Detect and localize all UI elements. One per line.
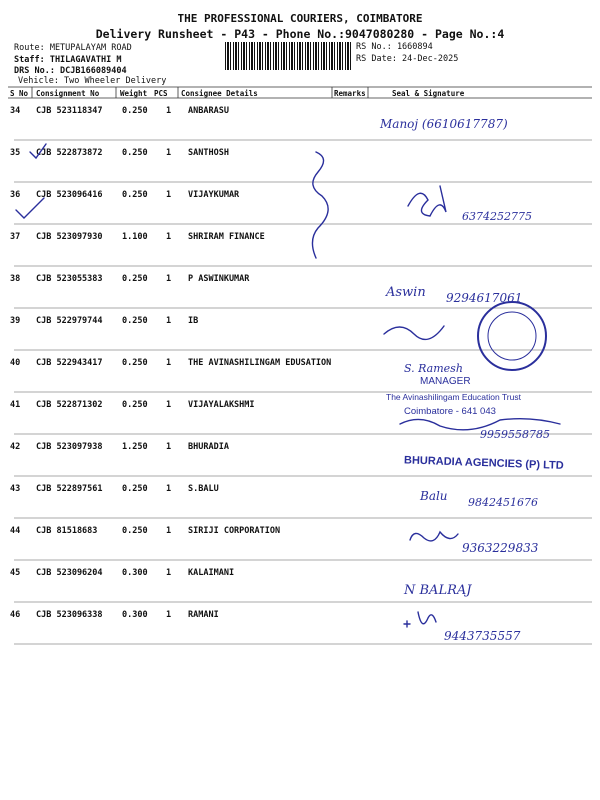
row-consignment-no: CJB 523097930 (36, 232, 103, 242)
company-title: THE PROFESSIONAL COURIERS, COIMBATORE (177, 12, 423, 25)
row-consignment-no: CJB 523096416 (36, 190, 103, 200)
row-consignment-no: CJB 523055383 (36, 274, 103, 284)
table-row (0, 350, 600, 392)
row-weight: 0.250 (122, 484, 148, 494)
row-consignee: THE AVINASHILINGAM EDUSATION (188, 358, 332, 368)
row-pcs: 1 (166, 148, 172, 158)
table-row (0, 98, 600, 140)
row-consignee: S.BALU (188, 484, 219, 494)
stamp-trust-line1: The Avinashilingam Education Trust (386, 392, 521, 402)
sig-43-name: Balu (420, 489, 448, 503)
row-consignee: ANBARASU (188, 106, 229, 116)
row-pcs: 1 (166, 568, 172, 578)
col-weight: Weight (120, 89, 148, 98)
sig-45: N BALRAJ (404, 583, 472, 598)
row-weight: 0.250 (122, 274, 148, 284)
row-consignment-no: CJB 522897561 (36, 484, 103, 494)
table-row (0, 518, 600, 560)
row-pcs: 1 (166, 400, 172, 410)
stamp-bhuradia: BHURADIA AGENCIES (P) LTD (403, 454, 564, 472)
row-pcs: 1 (166, 442, 172, 452)
row-consignment-no: CJB 522943417 (36, 358, 103, 368)
staff-label: Staff: THILAGAVATHI M (14, 55, 122, 65)
row-sno: 44 (10, 526, 21, 536)
row-pcs: 1 (166, 274, 172, 284)
row-weight: 0.250 (122, 316, 148, 326)
col-sno: S No (10, 89, 29, 98)
row-pcs: 1 (166, 484, 172, 494)
drs-label: DRS No.: DCJB166089404 (14, 66, 127, 76)
row-consignee: P ASWINKUMAR (188, 274, 250, 284)
row-sno: 43 (10, 484, 21, 494)
row-consignee: VIJAYKUMAR (188, 190, 240, 200)
row-weight: 0.250 (122, 526, 148, 536)
row-weight: 1.100 (122, 232, 148, 242)
row-sno: 38 (10, 274, 21, 284)
col-remarks: Remarks (334, 89, 366, 98)
col-pcs: PCS (154, 89, 168, 98)
row-consignee: SHRIRAM FINANCE (188, 232, 265, 242)
route-label: Route: METUPALAYAM ROAD (14, 43, 132, 53)
row-consignee: VIJAYALAKSHMI (188, 400, 255, 410)
row-consignment-no: CJB 522873872 (36, 148, 103, 158)
phone-44: 9363229833 (462, 541, 539, 555)
row-consignee: BHURADIA (188, 442, 229, 452)
sig-34: Manoj (6610617787) (380, 117, 508, 131)
table-row (0, 308, 600, 350)
row-sno: 46 (10, 610, 21, 620)
phone-36: 6374252775 (462, 210, 532, 223)
row-consignment-no: CJB 523118347 (36, 106, 103, 116)
stamp-manager: MANAGER (420, 376, 471, 387)
row-consignee: RAMANI (188, 610, 219, 620)
row-weight: 1.250 (122, 442, 148, 452)
row-sno: 45 (10, 568, 21, 578)
row-sno: 34 (10, 106, 21, 116)
row-consignment-no: CJB 522979744 (36, 316, 103, 326)
runsheet-title: Delivery Runsheet - P43 - Phone No.:9047080280 - Page No.:4 (95, 27, 505, 41)
row-pcs: 1 (166, 316, 172, 326)
table-row (0, 224, 600, 266)
row-sno: 41 (10, 400, 21, 410)
row-pcs: 1 (166, 526, 172, 536)
row-weight: 0.250 (122, 190, 148, 200)
row-weight: 0.250 (122, 400, 148, 410)
table-row (0, 476, 600, 518)
row-consignee: IB (188, 316, 199, 326)
col-seal: Seal & Signature (392, 89, 465, 98)
row-pcs: 1 (166, 610, 172, 620)
row-sno: 36 (10, 190, 21, 200)
table-row (0, 140, 600, 182)
row-weight: 0.250 (122, 358, 148, 368)
sig-40-name: S. Ramesh (404, 362, 463, 375)
row-sno: 35 (10, 148, 21, 158)
stamp-trust-line2: Coimbatore - 641 043 (404, 406, 496, 417)
row-pcs: 1 (166, 358, 172, 368)
row-consignee: SIRIJI CORPORATION (188, 526, 281, 536)
row-weight: 0.250 (122, 148, 148, 158)
rs-date-label: RS Date: 24-Dec-2025 (356, 54, 459, 64)
phone-41: 9959558785 (480, 428, 550, 441)
table-row (0, 434, 600, 476)
table-row (0, 266, 600, 308)
row-pcs: 1 (166, 232, 172, 242)
table-row (0, 602, 600, 644)
sig-38-num: 9294617061 (446, 291, 523, 305)
row-consignee: SANTHOSH (188, 148, 229, 158)
row-weight: 0.300 (122, 568, 148, 578)
row-consignment-no: CJB 523096204 (36, 568, 103, 578)
row-consignment-no: CJB 523096338 (36, 610, 103, 620)
row-sno: 37 (10, 232, 21, 242)
phone-46: 9443735557 (444, 629, 521, 643)
col-consignee: Consignee Details (181, 89, 258, 98)
row-sno: 42 (10, 442, 21, 452)
row-consignment-no: CJB 523097938 (36, 442, 103, 452)
rs-no-label: RS No.: 1660894 (356, 42, 433, 52)
row-sno: 39 (10, 316, 21, 326)
sig-43-num: 9842451676 (468, 496, 538, 509)
row-consignment-no: CJB 522871302 (36, 400, 103, 410)
sig-38-name: Aswin (386, 285, 426, 300)
row-weight: 0.300 (122, 610, 148, 620)
row-consignment-no: CJB 81518683 (36, 526, 98, 536)
row-pcs: 1 (166, 106, 172, 116)
col-consignment: Consignment No (36, 89, 100, 98)
row-sno: 40 (10, 358, 21, 368)
row-weight: 0.250 (122, 106, 148, 116)
table-row (0, 392, 600, 434)
row-consignee: KALAIMANI (188, 568, 235, 578)
row-pcs: 1 (166, 190, 172, 200)
table-row (0, 560, 600, 602)
table-row (0, 182, 600, 224)
vehicle-label: Vehicle: Two Wheeler Delivery (18, 76, 167, 86)
